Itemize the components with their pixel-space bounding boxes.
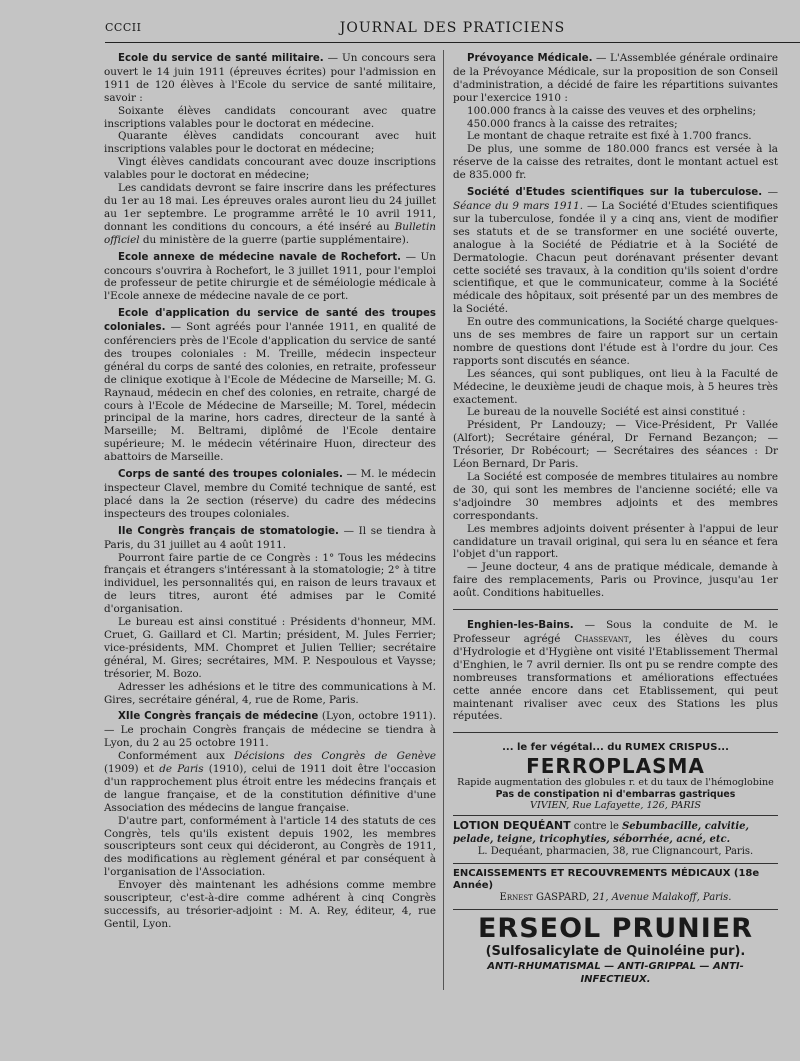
troupes-coloniales-ecole-title: Ecole d'application du service de santé des troupes coloniales.	[104, 308, 436, 334]
paragraph: Les candidats devront se faire inscrire dans les préfectures du 1er au 18 mai. Les épreuves orales auront lieu du 24 juillet au 1er septembre. Le programme arrêté le 10 avril 1911, donnant les conditions du concours, a été inséré au Bulletin officiel du ministère de la guerre (partie supplémentaire).	[104, 182, 436, 246]
section-rule	[453, 609, 778, 610]
medecine-congres-section: XIIe Congrès français de médecine (Lyon, octobre 1911). — Le prochain Congrès français de médecine se tiendra à Lyon, du 2 au 25 octobre 1911.	[104, 710, 436, 750]
paragraph: Quarante élèves candidats concourant avec huit inscriptions valables pour le doctorat en médecine;	[104, 130, 436, 156]
ferro-tagline: ... le fer végétal... du RUMEX CRISPUS...	[502, 742, 729, 754]
page-number: CCCII	[105, 21, 142, 34]
rochefort-section: Ecole annexe de médecine navale de Rochefort. — Un concours s'ouvrira à Rochefort, le 3 juillet 1911, pour l'emploi de professeur de petite chirurgie et de séméiologie médicale à l'Ecole annexe de médecine navale de ce port.	[104, 250, 436, 303]
section-rule	[453, 732, 778, 733]
erseol-ad	[453, 914, 778, 986]
medecine-congres-title: XIIe Congrès français de médecine	[118, 711, 319, 723]
erseol-anti: ANTI-RHUMATISMAL — ANTI-GRIPPAL — ANTI-INFECTIEUX.	[487, 960, 744, 985]
ad-rule	[453, 863, 778, 864]
paragraph: Conformément aux Décisions des Congrès de Genève (1909) et de Paris (1910), celui de 1911 doit être l'occasion d'un rapprochement plus étroit entre les médecins français et de langue française, et de la constitution définitive d'une Association des médecins de langue française.	[104, 750, 436, 814]
paragraph: — Jeune docteur, 4 ans de pratique médicale, demande à faire des remplacements, Paris ou Province, jusqu'au 1er août. Conditions habituelles.	[453, 561, 778, 600]
paragraph: Les séances, qui sont publiques, ont lieu à la Faculté de Médecine, le deuxième jeudi de chaque mois, à 5 heures très exactement.	[453, 367, 778, 406]
rochefort-title: Ecole annexe de médecine navale de Rochefort.	[118, 251, 402, 263]
ad-rule	[453, 909, 778, 910]
paragraph: Envoyer dès maintenant les adhésions comme membre souscripteur, c'est-à-dire comme adhérent à cinq Congrès successifs, au trésorier-adjoint : M. A. Rey, éditeur, 4, rue Gentil, Lyon.	[104, 879, 436, 930]
paragraph: Pourront faire partie de ce Congrès : 1° Tous les médecins français et étrangers s'intéressant à la stomatologie; 2° à titre individuel, les personnalités qui, en raison de leurs travaux et de leurs titres, auront été admises par le Comité d'organisation.	[104, 551, 436, 616]
prevoyance-title: Prévoyance Médicale.	[467, 53, 593, 64]
enghien-section: Enghien-les-Bains. — Sous la conduite de M. le Professeur agrégé Chassevant, les élèves du cours d'Hydrologie et d'Hygiène ont visité l'Etablissement Thermal d'Enghien, le 7 avril dernier. Ils ont pu se rendre compte des nombreuses transformations et améliorations effectuées cette année encore dans cet Etablissement, qui peut maintenant rivaliser avec ceux des Stations les plus réputées.	[453, 619, 778, 723]
tuberculose-title: Société d'Etudes scientifiques sur la tuberculose.	[467, 187, 763, 199]
paragraph: Les membres adjoints doivent présenter à l'appui de leur candidature un travail original, qui sera lu en séance et fera l'objet d'un rapport.	[453, 522, 778, 561]
lotion-ad: LOTION DEQUÉANT contre le Sebumbacille, calvitie, pelade, teigne, tricophyties, séborrhée, acné, etc. L. Dequéant, pharmacien, 38, rue Clignancourt, Paris.	[453, 820, 778, 858]
lotion-name: LOTION DEQUÉANT	[453, 819, 571, 833]
erseol-sub: (Sulfosalicylate de Quinoléine pur).	[485, 943, 746, 959]
ad-rule	[453, 815, 778, 816]
ferro-address: VIVIEN, Rue Lafayette, 126, PARIS	[530, 800, 701, 812]
paragraph: Le bureau est ainsi constitué : Présidents d'honneur, MM. Cruet, G. Gaillard et Cl. Martin; président, M. Jules Ferrier; vice-présidents, MM. Chompret et Julien Tellier; secrétaire général, M. Gires; secrétaires, MM. P. Nespoulous et Vaysse; trésorier, M. Bozo.	[104, 616, 436, 680]
lotion-address: L. Dequéant, pharmacien, 38, rue Clignancourt, Paris.	[477, 846, 754, 858]
journal-title: JOURNAL DES PRATICIENS	[339, 20, 566, 36]
paragraph: Président, Pr Landouzy; — Vice-Président, Pr Vallée (Alfort); Secrétaire général, Dr Fernand Bezançon; — Trésorier, Dr Robécourt; — Secrétaires des séances : Dr Léon Bernard, Dr Paris.	[453, 419, 778, 471]
ferro-desc: Rapide augmentation des globules r. et du taux de l'hémoglobine	[457, 777, 774, 789]
paragraph: De plus, une somme de 180.000 francs est versée à la réserve de la caisse des retraites, dont le montant actuel est de 835.000 fr.	[453, 143, 778, 182]
tuberculose-section: Société d'Etudes scientifiques sur la tuberculose. — Séance du 9 mars 1911. — La Société d'Etudes scientifiques sur la tuberculose, fondée il y a cinq ans, vient de modifier ses statuts et de se transformer en une société ouverte, analogue à la Société de Pédiatrie et à la Société de Dermatologie. Chacun peut dorénavant présenter devant cette société ses travaux, à la condition qu'ils soient d'ordre scientifique, et que le communicateur, comme à la Société médicale des hôpitaux, soit présenté par un des membres de la Société.	[453, 186, 779, 316]
stomatologie-section: IIe Congrès français de stomatologie. — Il se tiendra à Paris, du 31 juillet au 4 août 1911.	[104, 524, 436, 551]
ferroplasma-ad	[453, 742, 778, 811]
page-header	[105, 20, 800, 43]
erseol-name: ERSEOL PRUNIER	[477, 912, 754, 944]
paragraph: Le montant de chaque retraite est fixé à 1.700 francs.	[467, 130, 752, 143]
paragraph: Le bureau de la nouvelle Société est ainsi constitué :	[467, 406, 746, 419]
paragraph: En outre des communications, la Société charge quelques-uns de ses membres de faire un rapport sur un certain nombre de questions dont l'étude est à l'ordre du jour. Ces rapports sont discutés en séance.	[453, 316, 778, 367]
corps-sante-section: Corps de santé des troupes coloniales. — M. le médecin inspecteur Clavel, membre du Comité technique de santé, est placé dans la 2e section (réserve) du cadre des médecins inspecteurs des troupes coloniales.	[104, 468, 437, 520]
prevoyance-section: Prévoyance Médicale. — L'Assemblée générale ordinaire de la Prévoyance Médicale, sur la proposition de son Conseil d'administration, a décidé de faire les répartitions suivantes pour l'exercice 1910 :	[453, 52, 778, 104]
ferro-name: FERROPLASMA	[526, 754, 705, 779]
right-column	[453, 52, 778, 986]
ferro-desc2: Pas de constipation ni d'embarras gastriques	[495, 788, 736, 800]
ecole-militaire-title: Ecole du service de santé militaire.	[118, 53, 324, 64]
column-divider	[443, 50, 444, 990]
corps-sante-title: Corps de santé des troupes coloniales.	[118, 469, 343, 481]
enc-title: ENCAISSEMENTS ET RECOUVREMENTS MÉDICAUX (18e Année)	[453, 867, 760, 892]
paragraph: 100.000 francs à la caisse des veuves et des orphelins;	[467, 104, 756, 117]
paragraph: La Société est composée de membres titulaires au nombre de 30, qui sont les membres de l'ancienne société; elle va s'adjoindre 30 membres adjoints et des membres correspondants.	[453, 471, 778, 522]
stomatologie-title: IIe Congrès français de stomatologie.	[118, 525, 339, 537]
paragraph: Vingt élèves candidats concourant avec douze inscriptions valables pour le doctorat en médecine;	[104, 156, 436, 182]
encaissements-ad: ENCAISSEMENTS ET RECOUVREMENTS MÉDICAUX (18e Année) Ernest GASPARD, 21, Avenue Malakoff, Paris.	[453, 868, 778, 905]
paragraph: Soixante élèves candidats concourant avec quatre inscriptions valables pour le doctorat en médecine.	[104, 104, 436, 130]
paragraph: Adresser les adhésions et le titre des communications à M. Gires, secrétaire général, 4, rue de Rome, Paris.	[104, 680, 436, 706]
paragraph: D'autre part, conformément à l'article 14 des statuts de ces Congrès, tels qu'ils existent depuis 1902, les membres souscripteurs sont ceux qui décideront, au Congrès de 1911, des modifications au règlement général et par conséquent à l'organisation de l'Association.	[104, 814, 436, 879]
left-column	[104, 52, 436, 931]
enghien-title: Enghien-les-Bains.	[467, 620, 574, 632]
paragraph: 450.000 francs à la caisse des retraites;	[467, 117, 678, 130]
ecole-militaire-intro: Ecole du service de santé militaire. — Un concours sera ouvert le 14 juin 1911 (épreuves écrites) pour l'admission en 1911 de 120 élèves à l'Ecole du service de santé militaire, savoir :	[104, 52, 437, 104]
troupes-coloniales-ecole-section: Ecole d'application du service de santé des troupes coloniales. — Sont agréés pour l'année 1911, en qualité de conférenciers près de l'Ecole d'application du service de santé des troupes coloniales : M. Treille, médecin inspecteur général du corps de santé des colonies, en retraite, professeur de clinique exotique à l'Ecole de Médecine de Marseille; M. G. Raynaud, médecin en chef des colonies, en retraite, chargé de cours à l'Ecole de Médecine de Marseille; M. Torel, médecin principal de la marine, hors cadres, directeur de la santé à Marseille; M. Beltrami, diplômé de l'Ecole dentaire supérieure; M. le médecin vétérinaire Huon, directeur des abattoirs de Marseille.	[104, 308, 436, 464]
